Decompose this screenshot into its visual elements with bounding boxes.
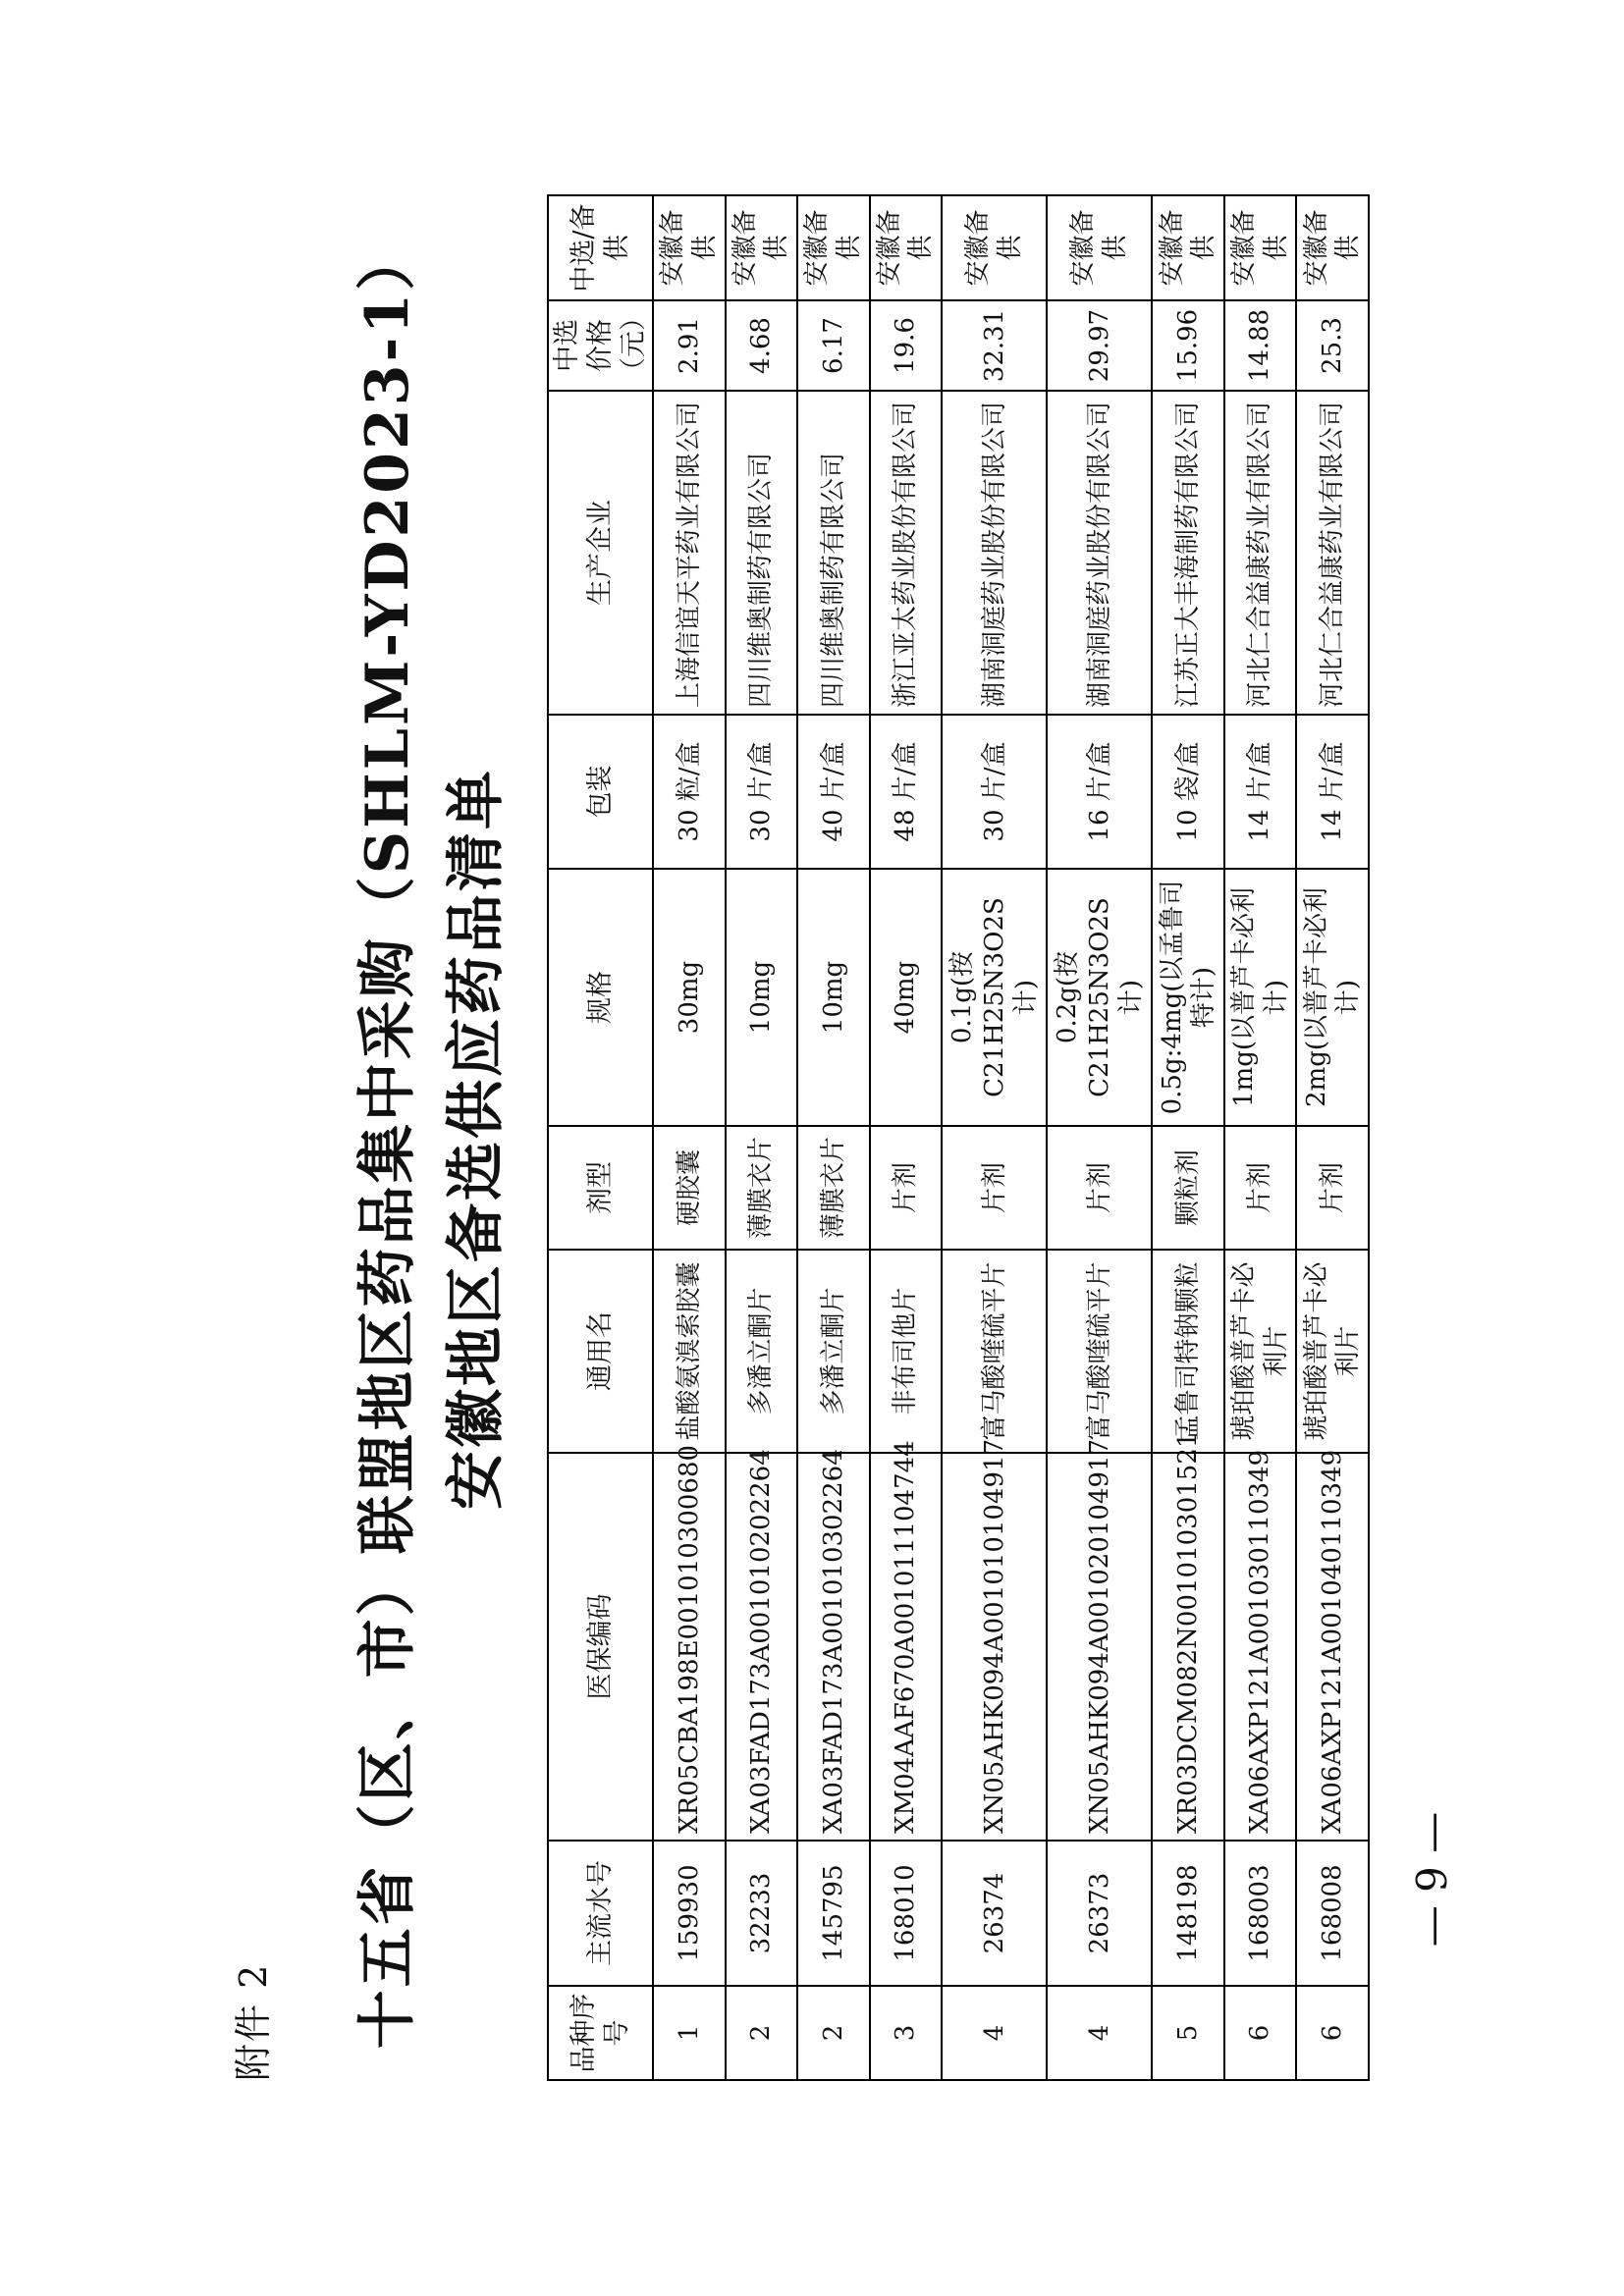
cell-variety-no: 2: [726, 1986, 797, 2080]
cell-specification: 30mg: [653, 869, 725, 1126]
cell-dosage-form: 片剂: [870, 1126, 942, 1250]
header-specification: 规格: [548, 869, 653, 1126]
cell-status: 安徽备供: [870, 195, 942, 300]
drug-list-table: [547, 194, 1370, 2081]
cell-variety-no: 6: [1296, 1986, 1369, 2080]
document-subtitle: 安徽地区备选供应药品清单: [442, 768, 511, 1510]
cell-dosage-form: 薄膜衣片: [726, 1126, 797, 1250]
cell-insurance-code: XA03FAD173A001010302264: [797, 1453, 869, 1841]
cell-specification: 40mg: [870, 869, 942, 1126]
header-status: 中选/备供: [548, 195, 653, 300]
cell-insurance-code: XA03FAD173A001010202264: [726, 1453, 797, 1841]
cell-specification: 10mg: [726, 869, 797, 1126]
cell-status: 安徽备供: [653, 195, 725, 300]
table-row: [1296, 195, 1369, 2080]
table-row: [653, 195, 725, 2080]
rotated-page-content: [223, 196, 1401, 2081]
cell-dosage-form: 片剂: [1296, 1126, 1369, 1250]
cell-generic-name: 盐酸氨溴索胶囊: [653, 1250, 725, 1453]
cell-status: 安徽备供: [1296, 195, 1369, 300]
cell-variety-no: 2: [797, 1986, 869, 2080]
page-number: — 9 —: [1408, 1811, 1457, 1948]
cell-generic-name: 非布司他片: [870, 1250, 942, 1453]
cell-package: 30 粒/盒: [653, 715, 725, 869]
cell-insurance-code: XN05AHK094A001020104917: [1047, 1453, 1152, 1841]
header-generic-name: 通用名: [548, 1250, 653, 1453]
cell-package: 10 袋/盒: [1152, 715, 1223, 869]
cell-insurance-code: XM04AAF670A001011104744: [870, 1453, 942, 1841]
cell-generic-name: 富马酸喹硫平片: [1047, 1250, 1152, 1453]
cell-dosage-form: 薄膜衣片: [797, 1126, 869, 1250]
cell-manufacturer: 湖南洞庭药业股份有限公司: [942, 391, 1047, 715]
table-row: [1224, 195, 1296, 2080]
cell-generic-name: 富马酸喹硫平片: [942, 1250, 1047, 1453]
cell-package: 30 片/盒: [726, 715, 797, 869]
header-dosage-form: 剂型: [548, 1126, 653, 1250]
cell-specification: 1mg(以普芦卡必利计): [1224, 869, 1296, 1126]
header-serial-no: 主流水号: [548, 1841, 653, 1986]
cell-generic-name: 多潘立酮片: [797, 1250, 869, 1453]
cell-specification: 0.2g(按 C21H25N3O2S 计): [1047, 869, 1152, 1126]
cell-insurance-code: XA06AXP121A001040110349: [1296, 1453, 1369, 1841]
cell-status: 安徽备供: [1224, 195, 1296, 300]
cell-dosage-form: 片剂: [1047, 1126, 1152, 1250]
cell-variety-no: 1: [653, 1986, 725, 2080]
cell-variety-no: 4: [942, 1986, 1047, 2080]
cell-serial-no: 148198: [1152, 1841, 1223, 1986]
cell-manufacturer: 上海信谊天平药业有限公司: [653, 391, 725, 715]
cell-specification: 2mg(以普芦卡必利计): [1296, 869, 1369, 1126]
cell-package: 48 片/盒: [870, 715, 942, 869]
cell-manufacturer: 浙江亚太药业股份有限公司: [870, 391, 942, 715]
cell-insurance-code: XR05CBA198E001010300680: [653, 1453, 725, 1841]
cell-manufacturer: 四川维奥制药有限公司: [726, 391, 797, 715]
cell-price: 29.97: [1047, 300, 1152, 391]
cell-price: 15.96: [1152, 300, 1223, 391]
table-row: [1152, 195, 1223, 2080]
header-variety-no: 品种序号: [548, 1986, 653, 2080]
cell-status: 安徽备供: [1047, 195, 1152, 300]
cell-manufacturer: 江苏正大丰海制药有限公司: [1152, 391, 1223, 715]
table-row: [797, 195, 869, 2080]
cell-serial-no: 145795: [797, 1841, 869, 1986]
cell-serial-no: 26373: [1047, 1841, 1152, 1986]
cell-dosage-form: 硬胶囊: [653, 1126, 725, 1250]
table-row: [726, 195, 797, 2080]
cell-serial-no: 168003: [1224, 1841, 1296, 1986]
cell-package: 14 片/盒: [1296, 715, 1369, 869]
cell-generic-name: 琥珀酸普芦卡必利片: [1224, 1250, 1296, 1453]
cell-package: 14 片/盒: [1224, 715, 1296, 869]
cell-price: 2.91: [653, 300, 725, 391]
cell-serial-no: 159930: [653, 1841, 725, 1986]
cell-variety-no: 6: [1224, 1986, 1296, 2080]
header-package: 包装: [548, 715, 653, 869]
cell-manufacturer: 河北仁合益康药业有限公司: [1296, 391, 1369, 715]
cell-manufacturer: 四川维奥制药有限公司: [797, 391, 869, 715]
cell-insurance-code: XR03DCM082N001010301521: [1152, 1453, 1223, 1841]
table-row: [942, 195, 1047, 2080]
cell-serial-no: 168008: [1296, 1841, 1369, 1986]
cell-dosage-form: 颗粒剂: [1152, 1126, 1223, 1250]
header-insurance-code: 医保编码: [548, 1453, 653, 1841]
cell-serial-no: 26374: [942, 1841, 1047, 1986]
cell-status: 安徽备供: [797, 195, 869, 300]
cell-price: 4.68: [726, 300, 797, 391]
cell-specification: 0.1g(按 C21H25N3O2S 计): [942, 869, 1047, 1126]
cell-manufacturer: 河北仁合益康药业有限公司: [1224, 391, 1296, 715]
cell-serial-no: 32233: [726, 1841, 797, 1986]
cell-variety-no: 3: [870, 1986, 942, 2080]
cell-insurance-code: XA06AXP121A001030110349: [1224, 1453, 1296, 1841]
cell-status: 安徽备供: [726, 195, 797, 300]
cell-status: 安徽备供: [942, 195, 1047, 300]
cell-dosage-form: 片剂: [942, 1126, 1047, 1250]
cell-generic-name: 多潘立酮片: [726, 1250, 797, 1453]
cell-variety-no: 4: [1047, 1986, 1152, 2080]
cell-specification: 0.5g:4mg(以孟鲁司特计): [1152, 869, 1223, 1126]
cell-generic-name: 孟鲁司特钠颗粒: [1152, 1250, 1223, 1453]
cell-insurance-code: XN05AHK094A001010104917: [942, 1453, 1047, 1841]
cell-price: 14.88: [1224, 300, 1296, 391]
cell-price: 25.3: [1296, 300, 1369, 391]
cell-variety-no: 5: [1152, 1986, 1223, 2080]
cell-generic-name: 琥珀酸普芦卡必利片: [1296, 1250, 1369, 1453]
cell-manufacturer: 湖南洞庭药业股份有限公司: [1047, 391, 1152, 715]
cell-package: 16 片/盒: [1047, 715, 1152, 869]
document-title: 十五省（区、市）联盟地区药品集中采购（SHLM-YD2023-1）: [353, 228, 422, 2050]
table-row: [1047, 195, 1152, 2080]
cell-package: 30 片/盒: [942, 715, 1047, 869]
header-price: 中选价格（元）: [548, 300, 653, 391]
cell-status: 安徽备供: [1152, 195, 1223, 300]
cell-package: 40 片/盒: [797, 715, 869, 869]
cell-dosage-form: 片剂: [1224, 1126, 1296, 1250]
cell-price: 19.6: [870, 300, 942, 391]
table-row: [870, 195, 942, 2080]
attachment-label: 附件 2: [232, 1962, 275, 2081]
cell-specification: 10mg: [797, 869, 869, 1126]
cell-serial-no: 168010: [870, 1841, 942, 1986]
table-header-row: [548, 195, 653, 2080]
cell-price: 32.31: [942, 300, 1047, 391]
header-manufacturer: 生产企业: [548, 391, 653, 715]
cell-price: 6.17: [797, 300, 869, 391]
